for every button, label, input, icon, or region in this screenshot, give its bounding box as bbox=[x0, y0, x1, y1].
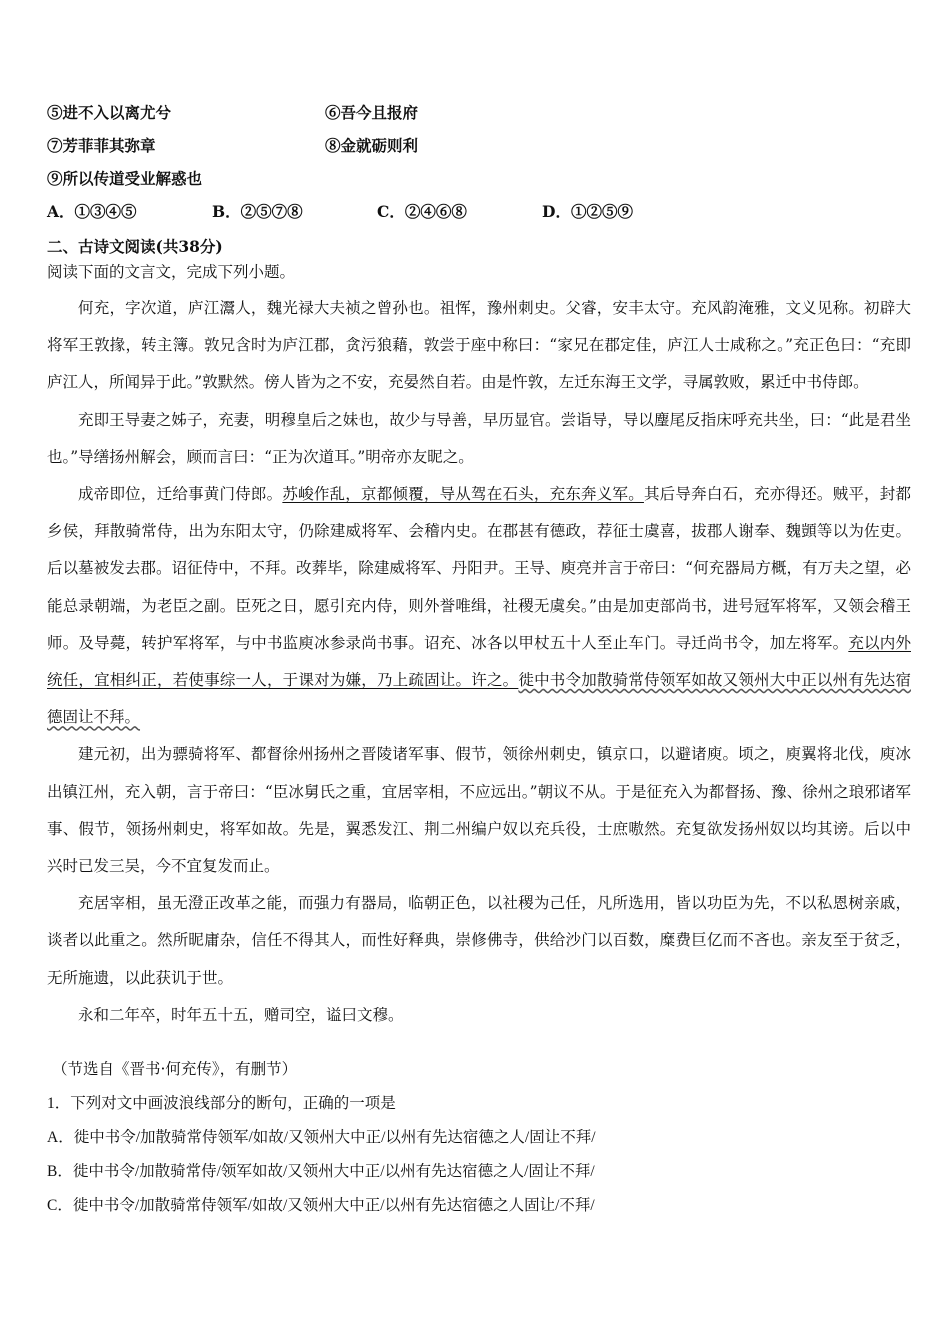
choice-b: B．②⑤⑦⑧ bbox=[212, 202, 303, 221]
item-6: ⑥吾今且报府 bbox=[325, 103, 419, 122]
choice-a: A．①③④⑤ bbox=[47, 202, 137, 221]
underlined-sentence: 苏峻作乱，京都倾覆，导从驾在石头，充东奔义军。 bbox=[282, 485, 644, 504]
passage-paragraph-5: 充居宰相，虽无澄正改革之能，而强力有器局，临朝正色，以社稷为己任，凡所选用，皆以功臣为先，不以私恩树亲戚，谈者以此重之。然所昵庸杂，信任不得其人，而性好释典，崇修佛寺，供给沙门以百数，糜费巨亿而不吝也。亲友至于贫乏，无所施遗，以此获讥于世。 bbox=[47, 894, 911, 987]
passage-paragraph-1: 何充，字次道，庐江灊人，魏光禄大夫祯之曾孙也。祖恽，豫州刺史。父睿，安丰太守。充风韵淹雅，文义见称。初辟大将军王敦掾，转主簿。敦兄含时为庐江郡，贪污狼藉，敦尝于座中称曰：“家兄在郡定佳，庐江人士咸称之。”充正色曰：“充即庐江人，所闻异于此。”敦默然。傍人皆为之不安，充晏然自若。由是忤敦，左迁东海王文学，寻属敦败，累迁中书侍郎。 bbox=[47, 299, 911, 392]
passage-paragraph-2: 充即王导妻之姊子，充妻，明穆皇后之妹也，故少与导善，早历显官。尝诣导，导以麈尾反指床呼充共坐，曰：“此是君坐也。”导缮扬州解会，顾而言曰：“正为次道耳。”明帝亦友昵之。 bbox=[47, 410, 911, 466]
question-1-option-c: C．徙中书令/加散骑常侍领军/如故/又领州大中正/以州有先达宿德之人固让/不拜/ bbox=[47, 1197, 595, 1214]
section-title: 二、古诗文阅读(共38分) bbox=[47, 237, 223, 256]
question-1-option-b: B．徙中书令/加散骑常侍/领军如故/又领州大中正/以州有先达宿德之人/固让不拜/ bbox=[47, 1163, 595, 1180]
item-8: ⑧金就砺则利 bbox=[325, 136, 419, 155]
underlined-sentence-2: 充以内外统任，宜相纠正，若使事综一人，于课对为嫌，乃上疏固让。许之。 bbox=[47, 633, 911, 690]
paragraph-3-start: 成帝即位，迁给事黄门侍郎。 bbox=[78, 485, 283, 504]
items-row-3 bbox=[47, 167, 202, 189]
passage-source: （节选自《晋书·何充传》，有删节） bbox=[52, 1060, 298, 1078]
item-9: ⑨所以传道受业解惑也 bbox=[47, 169, 203, 188]
classical-passage bbox=[47, 290, 911, 1034]
items-row-2 bbox=[47, 134, 419, 156]
wavy-underlined-sentence: 徙中书令加散骑常侍领军如故又领州大中正以州有先达宿德固让不拜。 bbox=[47, 671, 911, 727]
passage-paragraph-4: 建元初，出为骠骑将军、都督徐州扬州之晋陵诸军事、假节，领徐州刺史，镇京口，以避诸庾。顷之，庾翼将北伐，庾冰出镇江州，充入朝，言于帝曰：“臣冰舅氏之重，宜居宰相，不应远出。”朝议不从。于是征充入为都督扬、豫、徐州之琅邪诸军事、假节，领扬州刺史，将军如故。先是，翼悉发江、荆二州编户奴以充兵役，士庶嗷然。充复欲发扬州奴以均其谤。后以中兴时已发三吴，今不宜复发而止。 bbox=[47, 745, 911, 876]
passage-paragraph-6: 永和二年卒，时年五十五，赠司空，谥曰文穆。 bbox=[78, 1005, 404, 1024]
question-1-stem: 1．下列对文中画波浪线部分的断句，正确的一项是 bbox=[47, 1095, 396, 1112]
item-5: ⑤进不入以离尤兮 bbox=[47, 103, 172, 122]
choice-d: D．①②⑤⑨ bbox=[542, 202, 633, 221]
passage-paragraph-3 bbox=[47, 476, 911, 736]
question-1-option-a: A．徙中书令/加散骑常侍领军/如故/又领州大中正/以州有先达宿德之人/固让不拜/ bbox=[47, 1129, 596, 1146]
items-row-1 bbox=[47, 101, 419, 123]
paragraph-3-middle: 其后导奔白石，充亦得还。贼平，封都乡侯，拜散骑常侍，出为东阳太守，仍除建威将军、会稽内史。在郡甚有德政，荐征士虞喜，拔郡人谢奉、魏顗等以为佐吏。后以墓被发去郡。诏征侍中，不拜。改葬毕，除建威将军、丹阳尹。王导、庾亮并言于帝曰：“何充器局方概，有万夫之望，必能总录朝端，为老臣之副。臣死之日，愿引充内侍，则外誉唯缉，社稷无虞矣。”由是加吏部尚书，进号冠军将军，又领会稽王师。及导薨，转护军将军，与中书监庾冰参录尚书事。诏充、冰各以甲杖五十人至止车门。寻迁尚书令，加左将军。 bbox=[47, 485, 911, 652]
item-7: ⑦芳菲菲其弥章 bbox=[47, 136, 156, 155]
choice-c: C．②④⑥⑧ bbox=[377, 202, 467, 221]
section-instruction: 阅读下面的文言文，完成下列小题。 bbox=[47, 263, 296, 281]
